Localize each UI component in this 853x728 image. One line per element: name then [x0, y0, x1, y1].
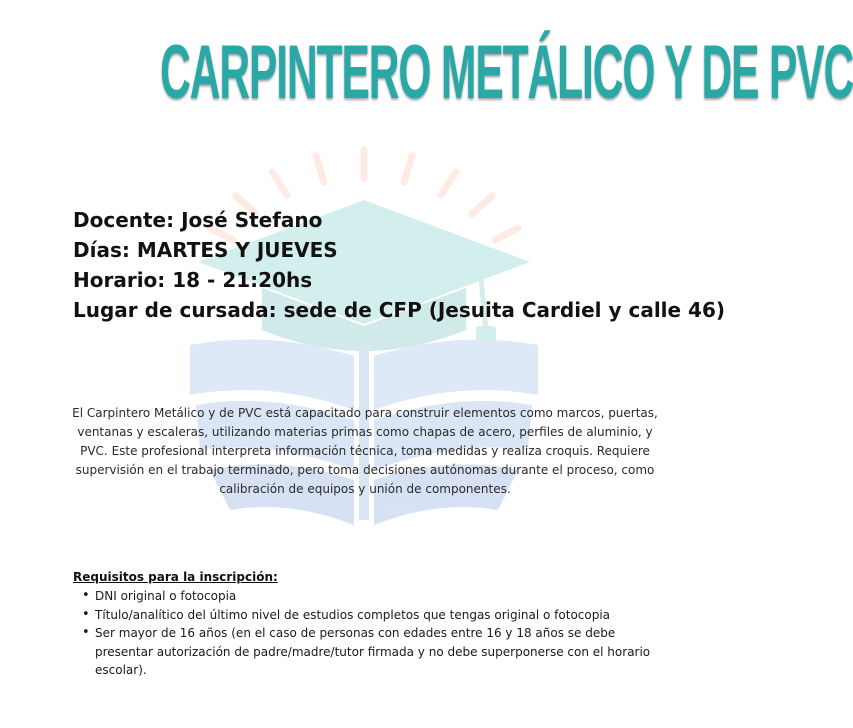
- requirements-section: [73, 568, 673, 680]
- course-description: El Carpintero Metálico y de PVC está capacitado para construir elementos como marcos, puertas, ventanas y escaleras, utilizando materias primas como chapas de acero, perfiles de aluminio, y PVC. Este profesional interpreta información técnica, toma medidas y realiza croquis. Requiere supervisión en el trabajo terminado, pero toma decisiones autónomas durante el proceso, como calibración de equipos y unión de componentes.: [72, 406, 658, 496]
- list-item: • Ser mayor de 16 años (en el caso de personas con edades entre 16 y 18 años se debe presentar autorización de padre/madre/tutor firmada y no debe superponerse con el horario escolar).: [95, 624, 673, 680]
- requirements-title: Requisitos para la inscripción:: [73, 570, 278, 584]
- course-info: [73, 205, 726, 325]
- page-title: CARPINTERO METÁLICO Y DE PVC: [160, 30, 853, 115]
- list-item: • DNI original o fotocopia: [95, 587, 673, 606]
- location-line: Lugar de cursada: sede de CFP (Jesuita Cardiel y calle 46): [73, 298, 726, 322]
- list-item: • Título/analítico del último nivel de estudios completos que tengas original o fotocopia: [95, 606, 673, 625]
- teacher-line: Docente: José Stefano: [73, 208, 323, 232]
- schedule-line: Horario: 18 - 21:20hs: [73, 268, 313, 292]
- days-line: Días: MARTES Y JUEVES: [73, 238, 338, 262]
- requirements-list: [73, 587, 673, 680]
